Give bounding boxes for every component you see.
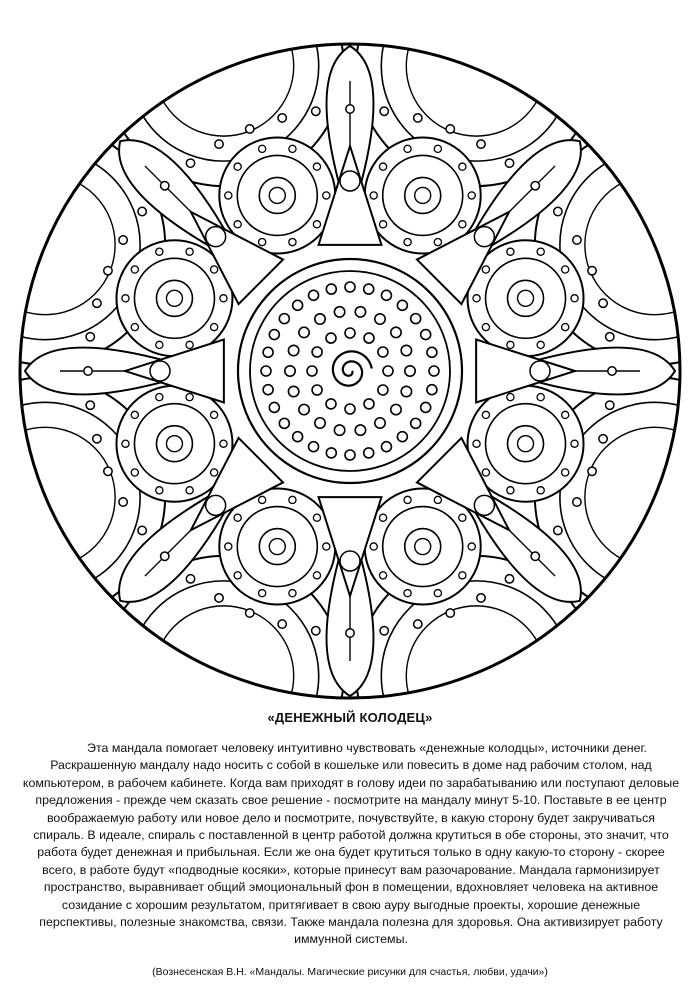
- medallion-dot: [404, 496, 411, 503]
- medallion-dot: [211, 411, 218, 418]
- center-dot-inner: [375, 418, 385, 428]
- medallion-dot: [379, 163, 386, 170]
- medallion-dot: [225, 543, 232, 550]
- medallion-dot: [507, 394, 514, 401]
- bead-dot: [554, 526, 562, 534]
- medallion-dot: [289, 496, 296, 503]
- center-dot-core: [345, 328, 355, 338]
- medallion-dot: [131, 266, 138, 273]
- medallion-dot: [186, 394, 193, 401]
- medallion-dot: [131, 411, 138, 418]
- bead-dot: [505, 159, 513, 167]
- medallion-dot: [537, 394, 544, 401]
- bead-dot: [93, 435, 101, 443]
- center-dot: [293, 300, 303, 310]
- center-dot: [421, 402, 431, 412]
- medallion-dot: [323, 192, 330, 199]
- medallion-dot: [211, 323, 218, 330]
- center-dot: [261, 366, 271, 376]
- center-dot-inner: [355, 307, 365, 317]
- bead-dot: [554, 207, 562, 215]
- bead-dot: [104, 467, 112, 475]
- medallion-dot: [459, 572, 466, 579]
- bead-dot: [278, 114, 286, 122]
- mandala-illustration: [16, 40, 684, 702]
- medallion-dot: [379, 514, 386, 521]
- center-dot-core: [383, 366, 393, 376]
- center-dot: [269, 330, 279, 340]
- center-dot-core: [307, 366, 317, 376]
- medallion-dot: [234, 572, 241, 579]
- center-dot-inner: [355, 425, 365, 435]
- center-dot-inner: [299, 404, 309, 414]
- medallion-dot: [289, 145, 296, 152]
- medallion-dot: [537, 487, 544, 494]
- center-dot-core: [364, 333, 374, 343]
- center-dot-core: [312, 347, 322, 357]
- medallion-dot: [313, 221, 320, 228]
- medallion-dot: [186, 341, 193, 348]
- center-dot-core: [326, 399, 336, 409]
- center-dot: [293, 432, 303, 442]
- center-dot: [269, 402, 279, 412]
- medallion-dot: [131, 323, 138, 330]
- bead-dot: [104, 267, 112, 275]
- medallion-dot: [537, 341, 544, 348]
- bead-dot: [531, 552, 539, 560]
- center-dot-inner: [375, 314, 385, 324]
- medallion-dot: [122, 440, 129, 447]
- medallion-dot: [562, 323, 569, 330]
- medallion-dot: [211, 469, 218, 476]
- bead-dot: [312, 107, 320, 115]
- center-dot: [381, 290, 391, 300]
- center-dot-inner: [391, 404, 401, 414]
- center-dot-core: [312, 385, 322, 395]
- center-dot-inner: [288, 345, 298, 355]
- center-dot: [345, 282, 355, 292]
- bead-dot: [380, 627, 388, 635]
- medallion-dot: [131, 469, 138, 476]
- center-dot: [345, 450, 355, 460]
- center-dot-inner: [401, 386, 411, 396]
- bead-dot: [186, 159, 194, 167]
- bead-dot: [86, 401, 94, 409]
- bead-dot: [446, 609, 454, 617]
- bead-dot: [606, 333, 614, 341]
- medallion-dot: [537, 248, 544, 255]
- center-dot: [326, 284, 336, 294]
- medallion-dot: [156, 487, 163, 494]
- body-paragraph: Эта мандала помогает человеку интуитивно чувствовать «денежные колодцы», источники денег. Раскрашенную мандалу надо носить с собой в кошельке или повесить в доме над рабочим столом, над компьютером, в рабочем кабинете. Когда вам приходят в голову идеи по зарабатыванию или поступают деловые предложения - прежде чем сказать свое решение - посмотрите на мандалу минут 5-10. Поставьте в ее центр воображаемую работу или новое дело и посмотрите, почувствуйте, в какую сторону будет закручиваться спираль. В идеале, спираль с поставленной в центр работой должна крутиться в обе стороны, это значит, что работа будет денежная и прибыльная. Если же она будет крутиться только в одну какую-то сторону - скорее всего, в работе будут «подводные косяки», которые принесут вам разочарование. Мандала гармонизирует пространство, выравнивает общий эмоциональный фон в помещении, вдохновляет человека на активное созидание с хорошим результатом, притягивает в свою ауру выгодные проекты, хорошие денежные перспективы, полезные знакомства, связи. Также мандала полезна для здоровья. Она активизирует работу иммунной системы.: [22, 741, 680, 947]
- medallion-dot: [571, 295, 578, 302]
- center-dot: [364, 448, 374, 458]
- center-dot-core: [326, 333, 336, 343]
- center-dot: [263, 347, 273, 357]
- center-dot: [397, 300, 407, 310]
- center-dot: [263, 385, 273, 395]
- medallion-dot: [122, 295, 129, 302]
- center-dot: [411, 418, 421, 428]
- bead-dot: [215, 594, 223, 602]
- medallion-dot: [404, 590, 411, 597]
- bead-dot: [446, 125, 454, 133]
- medallion-dot: [313, 572, 320, 579]
- center-dot: [429, 366, 439, 376]
- medallion-dot: [156, 248, 163, 255]
- center-dot: [309, 442, 319, 452]
- bead-dot: [161, 552, 169, 560]
- medallion-dot: [459, 221, 466, 228]
- medallion-dot: [259, 590, 266, 597]
- medallion-dot: [482, 266, 489, 273]
- medallion-dot: [459, 514, 466, 521]
- medallion-dot: [259, 238, 266, 245]
- medallion-dot: [156, 394, 163, 401]
- center-dot: [364, 284, 374, 294]
- center-dot-inner: [405, 366, 415, 376]
- medallion-dot: [234, 163, 241, 170]
- center-dot-core: [378, 385, 388, 395]
- bead-dot: [119, 236, 127, 244]
- center-dot-core: [345, 404, 355, 414]
- center-dot: [279, 418, 289, 428]
- medallion-dot: [370, 192, 377, 199]
- medallion-dot: [562, 266, 569, 273]
- medallion-dot: [234, 514, 241, 521]
- center-dot-inner: [334, 307, 344, 317]
- medallion-dot: [379, 572, 386, 579]
- center-dot-core: [364, 399, 374, 409]
- medallion-dot: [468, 192, 475, 199]
- bead-dot: [477, 140, 485, 148]
- bead-dot: [608, 367, 616, 375]
- medallion-dot: [404, 238, 411, 245]
- medallion-dot: [482, 323, 489, 330]
- medallion-dot: [434, 238, 441, 245]
- medallion-dot: [259, 496, 266, 503]
- bead-dot: [86, 333, 94, 341]
- center-dot: [421, 330, 431, 340]
- center-dot: [381, 442, 391, 452]
- medallion-dot: [234, 221, 241, 228]
- medallion-dot: [313, 514, 320, 521]
- medallion-dot: [482, 411, 489, 418]
- medallion-dot: [313, 163, 320, 170]
- medallion-dot: [211, 266, 218, 273]
- medallion-dot: [259, 145, 266, 152]
- medallion-dot: [562, 469, 569, 476]
- bead-dot: [346, 629, 354, 637]
- bead-dot: [477, 594, 485, 602]
- bead-dot: [588, 267, 596, 275]
- medallion-dot: [482, 469, 489, 476]
- center-dot: [427, 385, 437, 395]
- bead-dot: [414, 620, 422, 628]
- bead-dot: [588, 467, 596, 475]
- center-dot-inner: [315, 314, 325, 324]
- medallion-dot: [434, 145, 441, 152]
- medallion-dot: [289, 238, 296, 245]
- medallion-dot: [459, 163, 466, 170]
- bead-dot: [531, 182, 539, 190]
- bead-dot: [599, 435, 607, 443]
- bead-dot: [138, 526, 146, 534]
- center-dot-inner: [401, 345, 411, 355]
- medallion-dot: [289, 590, 296, 597]
- medallion-dot: [468, 543, 475, 550]
- bead-dot: [186, 575, 194, 583]
- document-title: «ДЕНЕЖНЫЙ КОЛОДЕЦ»: [267, 710, 433, 725]
- document-body: [22, 740, 680, 949]
- medallion-dot: [220, 295, 227, 302]
- medallion-dot: [434, 590, 441, 597]
- medallion-dot: [404, 145, 411, 152]
- center-dot-inner: [315, 418, 325, 428]
- center-dot-core: [378, 347, 388, 357]
- bead-dot: [606, 401, 614, 409]
- bead-dot: [505, 575, 513, 583]
- center-dot: [326, 448, 336, 458]
- bead-dot: [599, 299, 607, 307]
- center-dot: [411, 314, 421, 324]
- bead-dot: [246, 125, 254, 133]
- bead-dot: [93, 299, 101, 307]
- medallion-dot: [507, 341, 514, 348]
- medallion-dot: [473, 295, 480, 302]
- medallion-dot: [370, 543, 377, 550]
- bead-dot: [380, 107, 388, 115]
- bead-dot: [138, 207, 146, 215]
- document-citation: (Вознесенская В.Н. «Мандалы. Магические рисунки для счастья, любви, удачи»): [152, 966, 548, 978]
- medallion-dot: [186, 487, 193, 494]
- bead-dot: [119, 498, 127, 506]
- bead-dot: [414, 114, 422, 122]
- medallion-dot: [473, 440, 480, 447]
- medallion-dot: [225, 192, 232, 199]
- bead-dot: [312, 627, 320, 635]
- bead-dot: [84, 367, 92, 375]
- medallion-dot: [434, 496, 441, 503]
- medallion-dot: [186, 248, 193, 255]
- bead-dot: [215, 140, 223, 148]
- medallion-dot: [571, 440, 578, 447]
- medallion-dot: [220, 440, 227, 447]
- medallion-dot: [379, 221, 386, 228]
- medallion-dot: [507, 487, 514, 494]
- bead-dot: [346, 105, 354, 113]
- center-dot-inner: [334, 425, 344, 435]
- bead-dot: [161, 182, 169, 190]
- bead-dot: [573, 236, 581, 244]
- bead-dot: [573, 498, 581, 506]
- center-dot-inner: [285, 366, 295, 376]
- center-dot: [397, 432, 407, 442]
- center-dot-inner: [299, 327, 309, 337]
- bead-dot: [278, 620, 286, 628]
- bead-dot: [246, 609, 254, 617]
- center-dot: [427, 347, 437, 357]
- center-dot: [279, 314, 289, 324]
- center-dot: [309, 290, 319, 300]
- medallion-dot: [507, 248, 514, 255]
- center-dot-inner: [288, 386, 298, 396]
- medallion-dot: [156, 341, 163, 348]
- medallion-dot: [562, 411, 569, 418]
- medallion-dot: [323, 543, 330, 550]
- center-dot-inner: [391, 327, 401, 337]
